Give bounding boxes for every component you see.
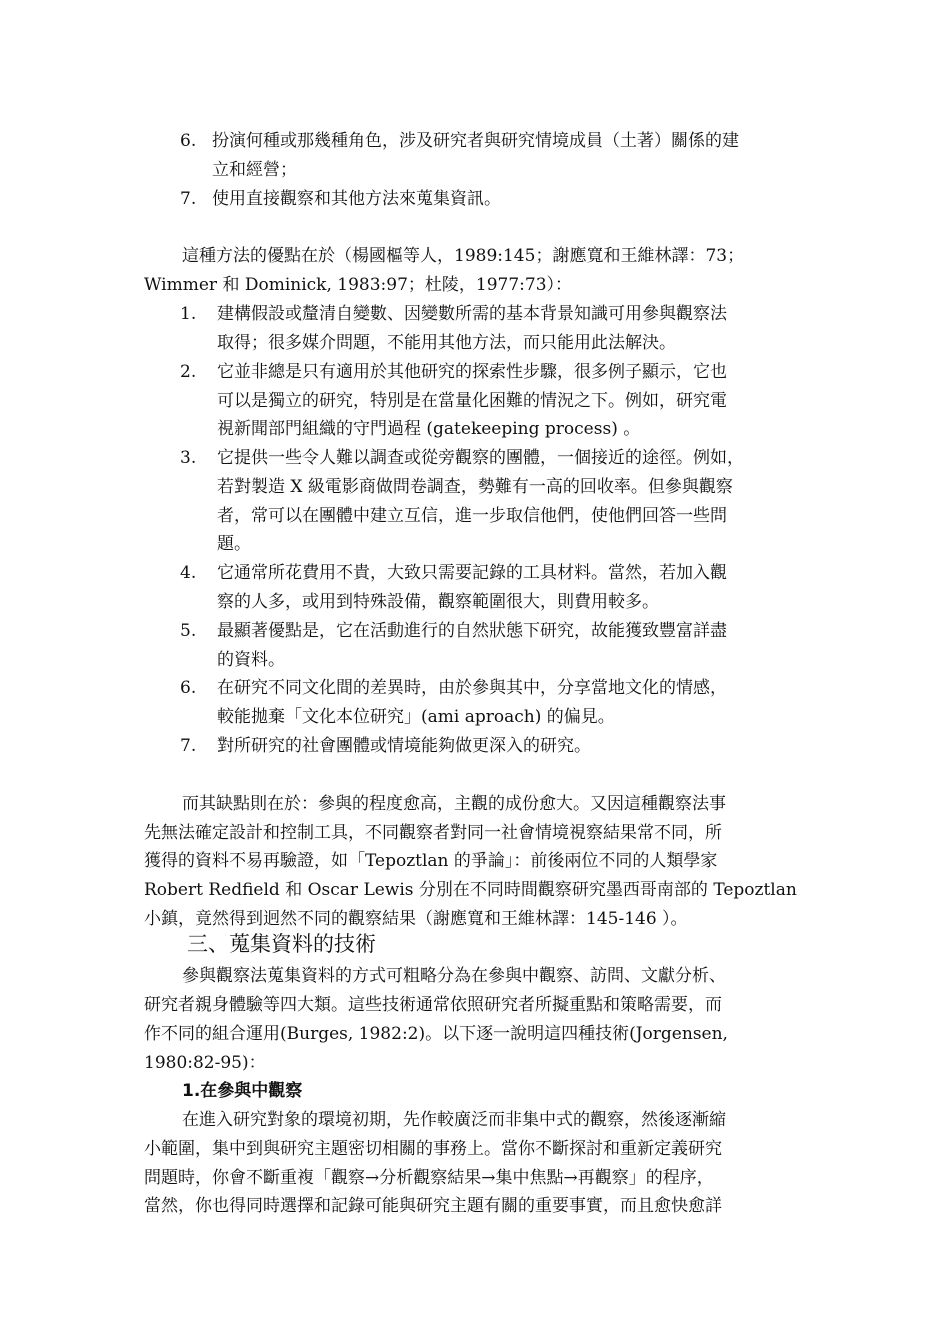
list-a-item-7-line-1: 使用直接觀察和其他方法來蒐集資訊。 bbox=[212, 189, 501, 209]
list-b-item-3-line-4: 題。 bbox=[217, 534, 251, 554]
list-b-num-1: 1. bbox=[180, 304, 197, 324]
sub-para-line-4: 當然，你也得同時選擇和記錄可能與研究主題有關的重要事實，而且愈快愈詳 bbox=[144, 1196, 722, 1216]
list-b-item-3-line-2: 若對製造 X 級電影商做問卷調查，勢難有一高的回收率。但參與觀察 bbox=[217, 477, 733, 497]
list-b-item-6-line-1: 在研究不同文化間的差異時，由於參與其中，分享當地文化的情感， bbox=[217, 678, 727, 698]
list-b-item-3-line-1: 它提供一些令人難以調查或從旁觀察的團體，一個接近的途徑。例如， bbox=[217, 448, 744, 468]
sub-para-line-1: 在進入研究對象的環境初期，先作較廣泛而非集中式的觀察，然後逐漸縮 bbox=[182, 1110, 726, 1130]
list-b-item-4-line-1: 它通常所花費用不貴，大致只需要記錄的工具材料。當然，若加入觀 bbox=[217, 563, 727, 583]
disadvantages-line-4: Robert Redfield 和 Oscar Lewis 分別在不同時間觀察研究墨西哥南部的 Tepoztlan bbox=[144, 880, 797, 900]
advantages-intro-line-1: 這種方法的優點在於（楊國樞等人，1989:145；謝應寬和王維林譯：73； bbox=[182, 246, 745, 266]
section-heading: 三、蒐集資料的技術 bbox=[187, 932, 376, 956]
section-intro-line-4: 1980:82-95)： bbox=[144, 1053, 266, 1073]
list-b-item-2-line-3: 視新聞部門組織的守門過程 (gatekeeping process) 。 bbox=[217, 419, 641, 439]
sub-para-line-2: 小範圍，集中到與研究主題密切相關的事務上。當你不斷探討和重新定義研究 bbox=[144, 1139, 722, 1159]
list-b-item-5-line-2: 的資料。 bbox=[217, 650, 285, 670]
list-a-num-7: 7. bbox=[180, 189, 197, 209]
list-b-item-3-line-3: 者，常可以在團體中建立互信，進一步取信他們，使他們回答一些問 bbox=[217, 506, 727, 526]
list-b-num-4: 4. bbox=[180, 563, 197, 583]
list-b-num-5: 5. bbox=[180, 621, 197, 641]
list-b-item-7-line-1: 對所研究的社會團體或情境能夠做更深入的研究。 bbox=[217, 736, 591, 756]
list-b-item-2-line-1: 它並非總是只有適用於其他研究的探索性步驟，很多例子顯示，它也 bbox=[217, 362, 727, 382]
section-intro-line-3: 作不同的組合運用(Burges, 1982:2)。以下逐一說明這四種技術(Jorgensen, bbox=[144, 1024, 728, 1044]
advantages-intro-line-2: Wimmer 和 Dominick, 1983:97；杜陵，1977:73）： bbox=[144, 275, 573, 295]
list-b-num-2: 2. bbox=[180, 362, 197, 382]
sub-para-line-3: 問題時，你會不斷重複「觀察→分析觀察結果→集中焦點→再觀察」的程序， bbox=[144, 1168, 714, 1188]
list-a-item-6-line-2: 立和經營； bbox=[212, 160, 297, 180]
list-b-item-5-line-1: 最顯著優點是，它在活動進行的自然狀態下研究，故能獲致豐富詳盡 bbox=[217, 621, 727, 641]
disadvantages-line-3: 獲得的資料不易再驗證，如「Tepoztlan 的爭論」：前後兩位不同的人類學家 bbox=[144, 851, 718, 871]
list-b-item-6-line-2: 較能拋棄「文化本位研究」(ami aproach) 的偏見。 bbox=[217, 707, 615, 727]
list-b-item-4-line-2: 察的人多，或用到特殊設備，觀察範圍很大，則費用較多。 bbox=[217, 592, 659, 612]
disadvantages-line-2: 先無法確定設計和控制工具，不同觀察者對同一社會情境視察結果常不同，所 bbox=[144, 823, 722, 843]
list-b-num-7: 7. bbox=[180, 736, 197, 756]
list-b-item-1-line-1: 建構假設或釐清自變數、因變數所需的基本背景知識可用參與觀察法 bbox=[217, 304, 727, 324]
list-b-item-2-line-2: 可以是獨立的研究，特別是在當量化困難的情況之下。例如，研究電 bbox=[217, 391, 727, 411]
list-a-num-6: 6. bbox=[180, 131, 197, 151]
list-b-num-3: 3. bbox=[180, 448, 197, 468]
list-b-num-6: 6. bbox=[180, 678, 197, 698]
section-intro-line-2: 研究者親身體驗等四大類。這些技術通常依照研究者所擬重點和策略需要，而 bbox=[144, 995, 722, 1015]
disadvantages-line-1: 而其缺點則在於：參與的程度愈高，主觀的成份愈大。又因這種觀察法事 bbox=[182, 794, 726, 814]
section-intro-line-1: 參與觀察法蒐集資料的方式可粗略分為在參與中觀察、訪問、文獻分析、 bbox=[182, 966, 726, 986]
subheading: 1.在參與中觀察 bbox=[182, 1081, 303, 1101]
disadvantages-line-5: 小鎮，竟然得到迥然不同的觀察結果（謝應寬和王維林譯：145-146 ）。 bbox=[144, 909, 688, 929]
list-b-item-1-line-2: 取得；很多媒介問題，不能用其他方法，而只能用此法解決。 bbox=[217, 333, 676, 353]
list-a-item-6-line-1: 扮演何種或那幾種角色，涉及研究者與研究情境成員（土著）關係的建 bbox=[212, 131, 739, 151]
